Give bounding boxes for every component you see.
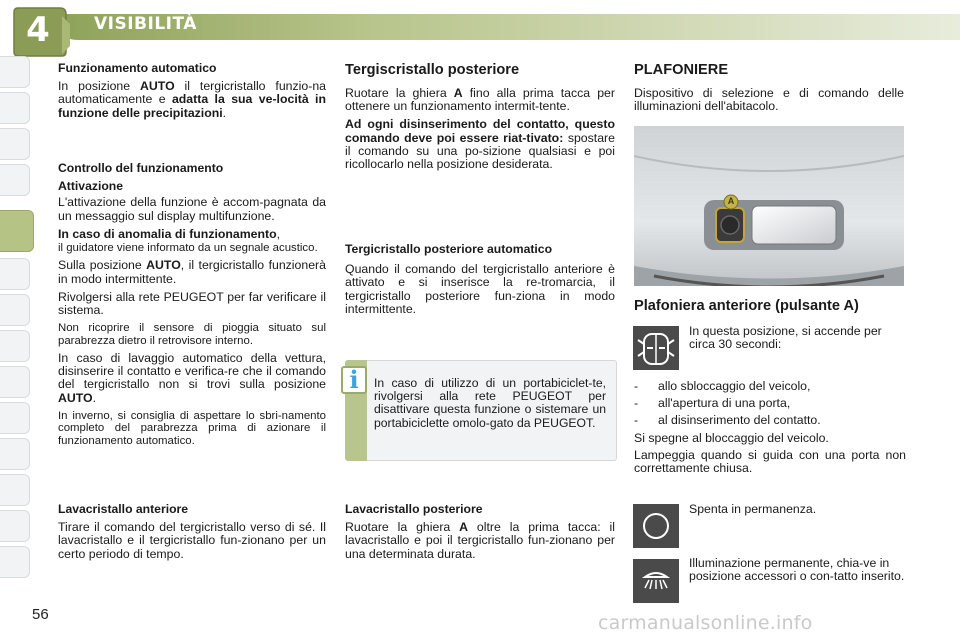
text: , (276, 226, 281, 241)
text: In posizione (58, 79, 141, 94)
right-column-front-title (634, 298, 906, 320)
text: il tergicristallo funzio-na automaticamente e (58, 79, 326, 107)
off-mode-icon (633, 504, 679, 548)
paragraph: Illuminazione permanente, chia-ve in posizione accessori o con-tatto inserito. (689, 556, 905, 584)
left-column-top (58, 62, 326, 125)
text: . (222, 105, 227, 120)
rail-tab[interactable] (0, 546, 30, 578)
list-item (634, 397, 906, 410)
text: spostare il comando su una po-sizione qualsiasi e poi ricollocarlo nella posizione desiderata. (345, 130, 615, 172)
text-bold: AUTO (140, 79, 175, 94)
door-mode-text (689, 325, 905, 356)
text-bold: AUTO (146, 258, 181, 273)
right-column-list (634, 380, 906, 480)
paragraph: Spenta in permanenza. (689, 502, 817, 516)
rail-tab[interactable] (0, 510, 30, 542)
text: il guidatore viene informato da un segnale acustico. (58, 242, 318, 255)
paragraph: Tirare il comando del tergicristallo verso di sé. Il lavacristallo e il tergicristallo fun-zionano per un certo periodo di tempo. (58, 520, 326, 561)
middle-column-auto (345, 243, 615, 321)
paragraph: In inverno, si consiglia di aspettare lo sbri-namento completo del parabrezza prima di azionare il funzionamento automatico. (58, 409, 326, 447)
section-heading: Lavacristallo anteriore (58, 502, 189, 516)
paragraph: Si spegne al bloccaggio del veicolo. (634, 430, 829, 445)
rail-tab[interactable] (0, 366, 30, 398)
middle-column-top (345, 62, 615, 176)
text: In caso di lavaggio automatico della vettura, disinserire il contatto e verifica-re che il comando del tergicristallo non si trovi sulla posizione (58, 351, 326, 392)
text-bold: AUTO (58, 390, 93, 405)
text: fino alla prima tacca per ottenere un funzionamento intermit-tente. (345, 86, 615, 114)
text: , il tergicristallo funzionerà in modo intermittente. (58, 258, 326, 286)
rail-tab[interactable] (0, 164, 30, 196)
door-mode-icon (633, 326, 679, 370)
text: Ruotare la ghiera (345, 520, 460, 535)
paragraph: Rivolgersi alla rete PEUGEOT per far verificare il sistema. (58, 289, 326, 318)
list-item-text: allo sbloccaggio del veicolo, (658, 379, 811, 393)
ceiling-light-photo (634, 126, 904, 286)
paragraph (345, 521, 615, 561)
rail-tab[interactable] (0, 56, 30, 88)
paragraph: Quando il comando del tergicristallo anteriore è attivato e si inserisce la re-tromarcia, il tergicristallo posteriore fun-ziona in modo intermittente. (345, 262, 615, 316)
paragraph (345, 87, 615, 113)
paragraph (58, 80, 326, 120)
paragraph: Lampeggia quando si guida con una porta non correttamente chiusa. (634, 447, 906, 476)
off-mode-text (689, 503, 905, 521)
left-column-middle (58, 162, 326, 452)
rail-tab[interactable] (0, 92, 30, 124)
list-item (634, 414, 906, 427)
bullet: - (634, 396, 639, 411)
paragraph (58, 228, 326, 255)
paragraph (58, 259, 326, 285)
paragraph: In questa posizione, si accende per circa 30 secondi: (689, 324, 882, 352)
bullet: - (634, 379, 639, 393)
page-title: VISIBILITÀ (94, 14, 197, 34)
paragraph: L'attivazione della funzione è accom-pagnata da un messaggio sul display multifunzione. (58, 195, 326, 223)
text: Sulla posizione (58, 258, 147, 273)
page-number: 56 (32, 606, 49, 623)
rail-tab[interactable] (0, 128, 30, 160)
text: oltre la prima tacca: il lavacristallo e poi il tergicristallo fun-zionano per una determinata durata. (345, 520, 615, 561)
text-bold: In caso di anomalia di funzionamento (58, 226, 277, 241)
section-heading: Lavacristallo posteriore (345, 502, 483, 516)
permanent-on-icon (633, 559, 679, 603)
permanent-on-text (689, 557, 905, 588)
text: Ruotare la ghiera (345, 86, 454, 100)
text-bold: A (459, 520, 469, 535)
paragraph (58, 352, 326, 405)
rail-tab[interactable] (0, 474, 30, 506)
text-bold: Ad ogni disinserimento del contatto, questo comando deve poi essere riat-tivato: (345, 117, 615, 145)
rail-tab[interactable] (0, 258, 30, 290)
subheading: Attivazione (58, 179, 124, 194)
list-item (634, 380, 906, 393)
middle-column-bottom (345, 503, 615, 566)
list-item-text: all'apertura di una porta, (658, 396, 791, 411)
section-heading: Tergiscristallo posteriore (345, 62, 520, 78)
section-heading: Controllo del funzionamento (58, 161, 224, 175)
paragraph: Non ricoprire il sensore di pioggia situato sul parabrezza dietro il retrovisore interno. (58, 322, 326, 347)
rail-tab[interactable] (0, 330, 30, 362)
text-bold: A (453, 86, 463, 100)
paragraph (345, 118, 615, 171)
watermark: carmanualsonline.info (598, 612, 813, 634)
text: . (92, 390, 97, 405)
list-item-text: al disinserimento del contatto. (658, 413, 821, 428)
info-text: In caso di utilizzo di un portabiciclet-te, rivolgersi alla rete PEUGEOT per disattivare questa funzione o sistemare un portabiciclette omolo-gato da PEUGEOT. (374, 376, 606, 430)
chapter-number: 4 (26, 10, 50, 50)
section-heading: Plafoniera anteriore (pulsante A) (634, 298, 859, 314)
section-heading: Funzionamento automatico (58, 61, 217, 75)
left-column-bottom (58, 503, 326, 566)
right-column-top (634, 62, 904, 118)
button-a-label: A (727, 196, 735, 206)
section-heading: PLAFONIERE (634, 62, 729, 78)
rail-tab[interactable] (0, 294, 30, 326)
rail-tab-active[interactable] (0, 210, 34, 252)
text-bold: adatta la sua ve-locità in funzione delle precipitazioni (58, 92, 326, 120)
info-glyph: i (349, 365, 359, 394)
section-heading: Tergicristallo posteriore automatico (345, 242, 553, 256)
rail-tab[interactable] (0, 402, 30, 434)
paragraph: Dispositivo di selezione e di comando delle illuminazioni dell'abitacolo. (634, 86, 904, 114)
rail-tab[interactable] (0, 438, 30, 470)
bullet: - (634, 413, 639, 428)
